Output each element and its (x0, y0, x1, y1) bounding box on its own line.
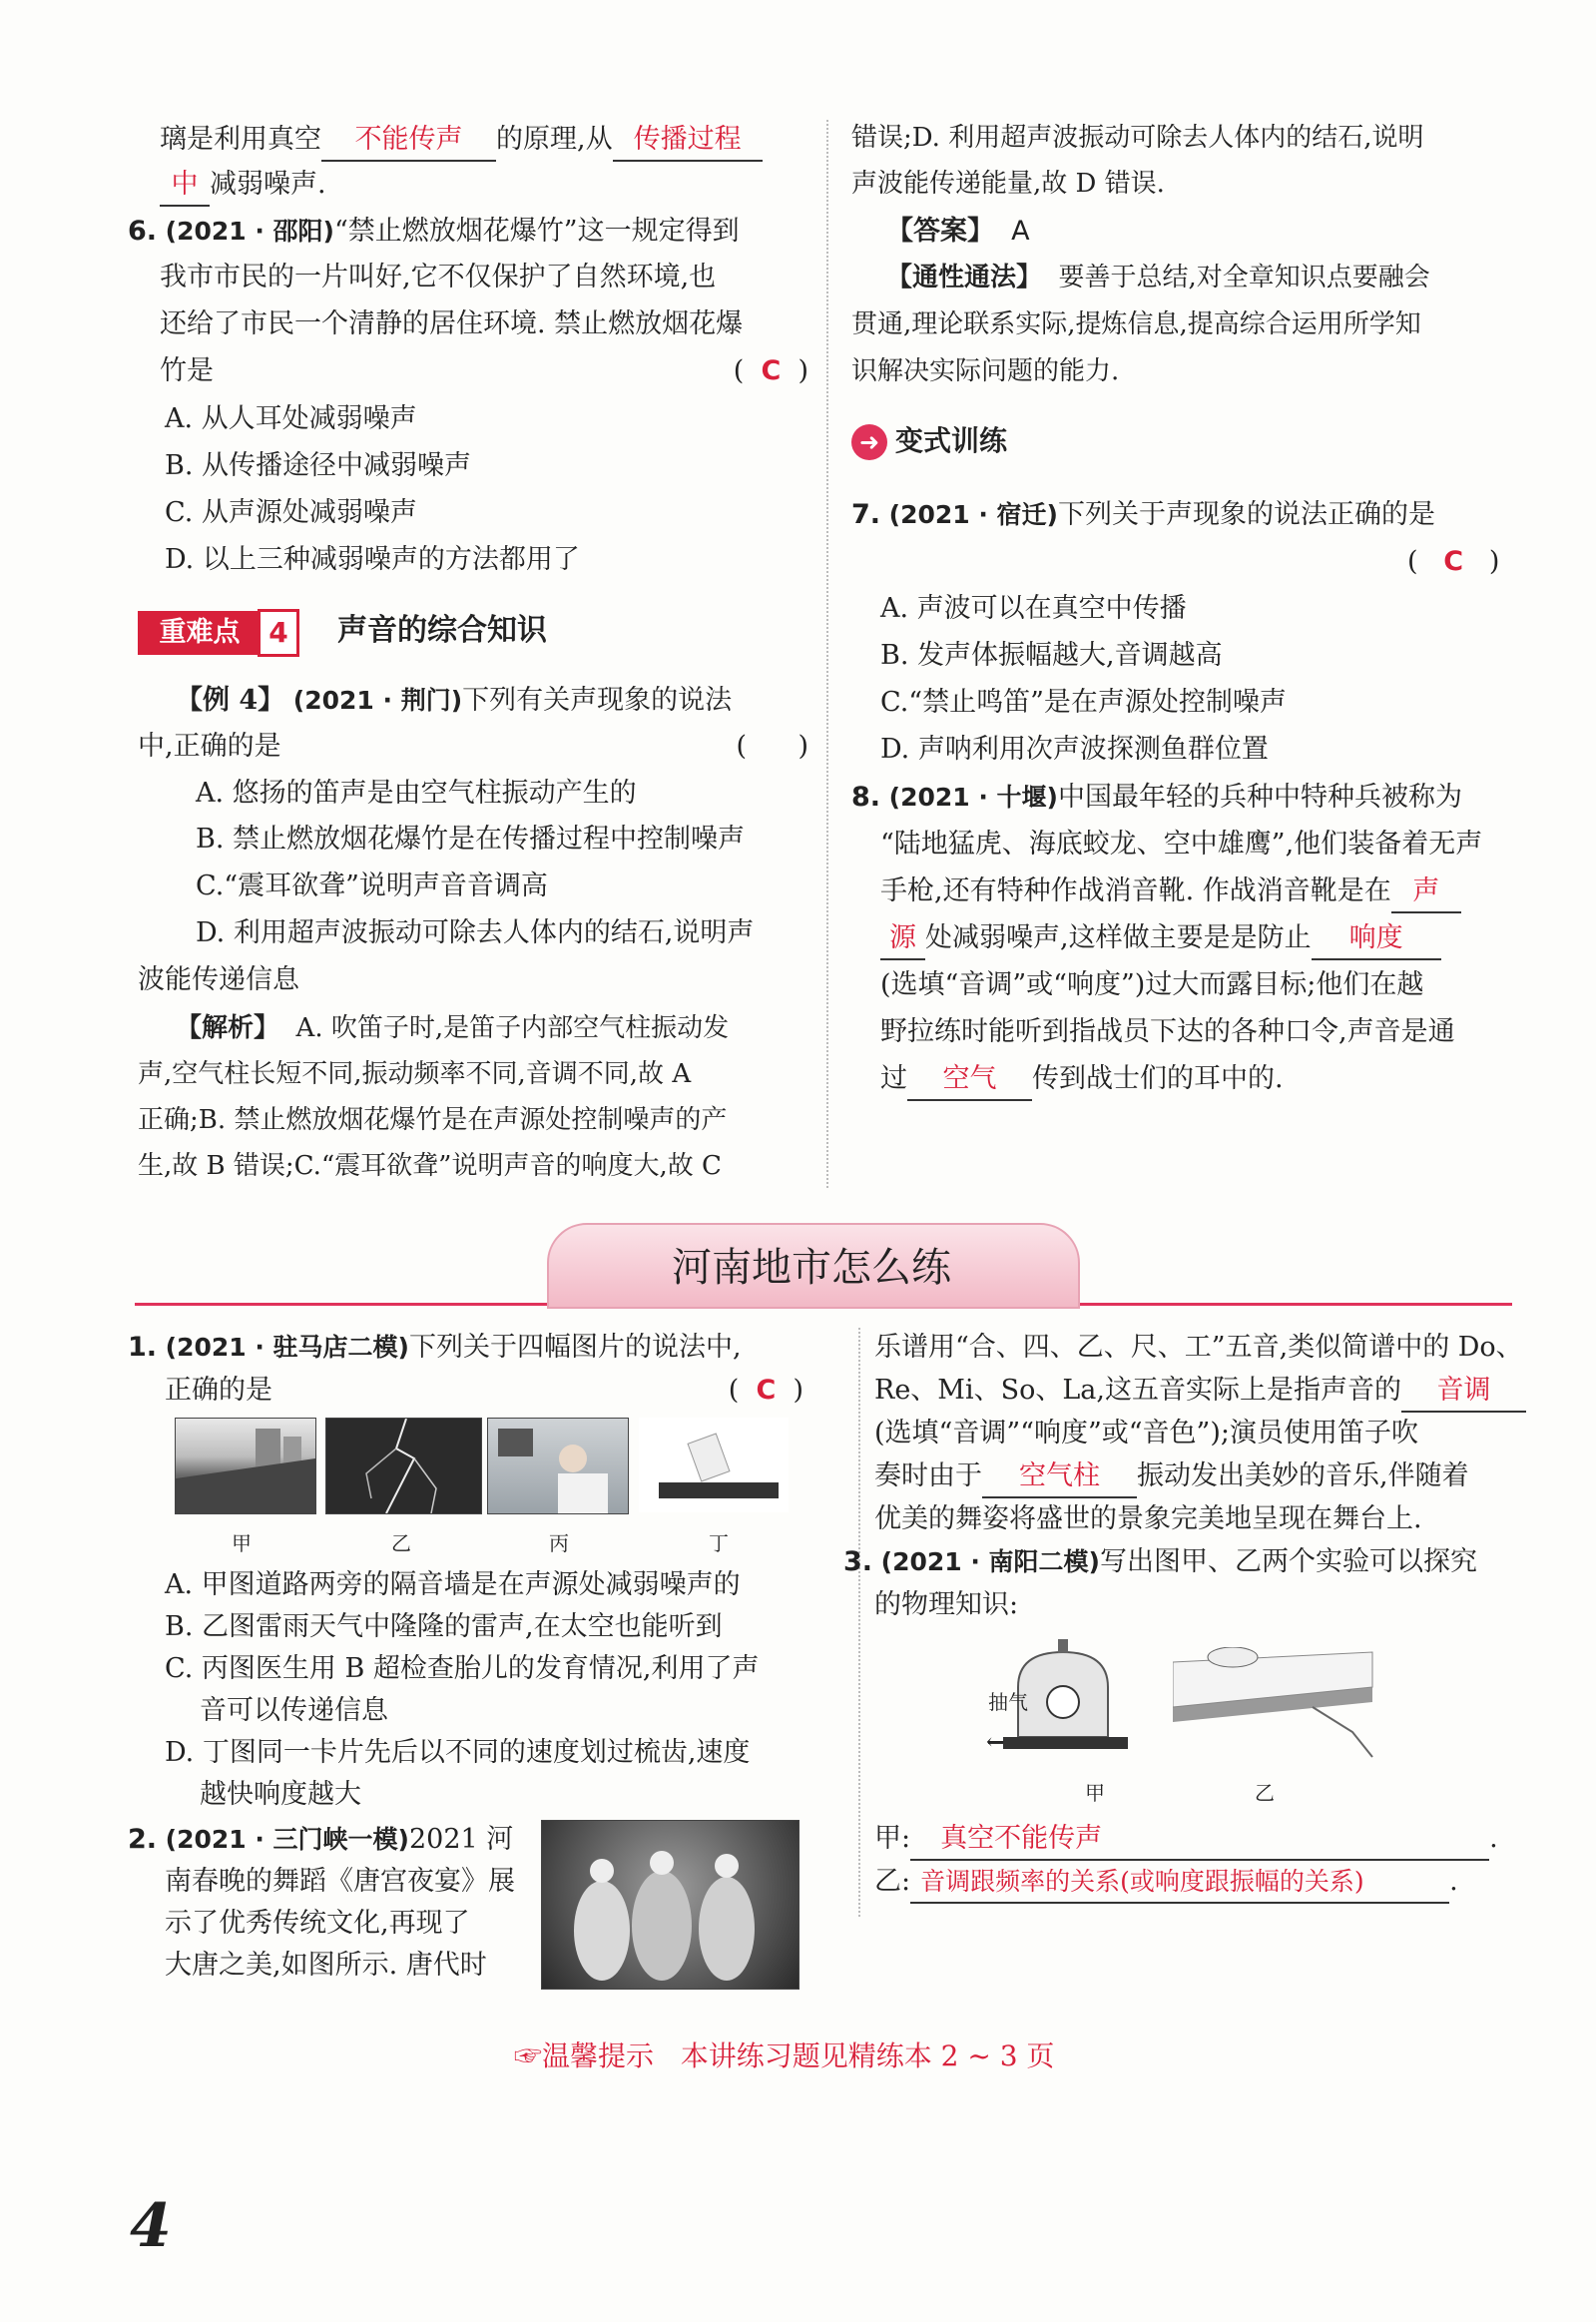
q6-option-c: C. 从声源处减弱噪声 (165, 497, 417, 528)
tip: ☞温馨提示 本讲练习题见精练本 2 ~ 3 页 (514, 2039, 1055, 2072)
p2-line: 示了优秀传统文化,再现了 (165, 1908, 470, 1939)
p1-option-d-cont: 越快响度越大 (200, 1779, 361, 1810)
p3-yi: 乙: 音调跟频率的关系(或响度跟振幅的关系) . (874, 1862, 1458, 1904)
practice-2: 2. (2021 · 三门峡一模)2021 河 (128, 1824, 514, 1855)
answer-line: 【答案】 A (886, 216, 1030, 247)
answer-blank: 音调 (1401, 1371, 1526, 1413)
section-title: 河南地市怎么练 (672, 1245, 951, 1291)
method-line: 贯通,理论联系实际,提炼信息,提高综合运用所学知 (851, 309, 1421, 339)
question-8: 8. (2021 · 十堰)中国最年轻的兵种中特种兵被称为 (851, 782, 1462, 813)
q6-line: 我市市民的一片叫好,它不仅保护了自然环境,也 (160, 262, 717, 292)
p1-option-c-cont: 音可以传递信息 (200, 1695, 388, 1726)
q8-line: (选填“音调”或“响度”)过大而露目标;他们在越 (880, 969, 1424, 1000)
answer-blank: 空气 (907, 1059, 1032, 1101)
answer-blank: 传播过程 (613, 120, 763, 162)
q8-line: 过 空气 传到战士们的耳中的. (880, 1059, 1284, 1101)
p2-line: 大唐之美,如图所示. 唐代时 (165, 1950, 487, 1981)
p2-right-line: 乐谱用“合、四、乙、尺、工”五音,类似简谱中的 Do、 (874, 1332, 1523, 1363)
key-point-title: 声音的综合知识 (337, 613, 547, 648)
q7-option-d: D. 声呐利用次声波探测鱼群位置 (880, 734, 1269, 765)
key-point-number: 4 (258, 609, 299, 657)
hand-icon: ☞ (514, 2039, 543, 2072)
answer-blank: 音调跟频率的关系(或响度跟振幅的关系) (910, 1862, 1449, 1904)
p2-right-line: 奏时由于 空气柱 振动发出美妙的音乐,伴随着 (874, 1456, 1469, 1498)
analysis: 【解析】 A. 吹笛子时,是笛子内部空气柱振动发 (176, 1013, 730, 1043)
ex4-option-c: C.“震耳欲聋”说明声音音调高 (196, 871, 548, 901)
comb-card-graphic (639, 1418, 789, 1512)
ultrasound-photo (487, 1418, 629, 1514)
p1-option-b: B. 乙图雷雨天气中隆隆的雷声,在太空也能听到 (165, 1611, 723, 1642)
ex4-option-d-cont: 波能传递信息 (138, 964, 299, 995)
q8-line: 手枪,还有特种作战消音靴. 作战消音靴是在 声 (880, 871, 1461, 913)
answer-paren: ( ) (736, 731, 808, 762)
p2-line: 南春晚的舞蹈《唐宫夜宴》展 (165, 1866, 515, 1897)
page-number: 4 (130, 2191, 172, 2261)
q7-option-c: C.“禁止鸣笛”是在声源处控制噪声 (880, 687, 1287, 718)
ultrasound-graphic (488, 1419, 628, 1513)
key-point-badge: 重难点 (138, 611, 262, 655)
comb-card-photo (639, 1418, 789, 1512)
answer-paren: ( C ) (728, 1375, 803, 1406)
column-divider (858, 1328, 862, 1917)
arrow-right-icon: ➜ (851, 424, 887, 460)
q6-option-a: A. 从人耳处减弱噪声 (165, 403, 417, 434)
q8-line: “陆地猛虎、海底蛟龙、空中雄鹰”,他们装备着无声 (880, 829, 1483, 860)
right-line: 声波能传递能量,故 D 错误. (851, 169, 1165, 199)
pump-label: 抽气 (988, 1690, 1028, 1714)
q6-line: 还给了市民一个清静的居住环境. 禁止燃放烟花爆 (160, 308, 744, 339)
caption-ding: 丁 (709, 1531, 729, 1555)
caption-bing: 丙 (549, 1531, 569, 1555)
q7-option-a: A. 声波可以在真空中传播 (880, 593, 1187, 624)
sound-barrier-photo (175, 1418, 316, 1514)
lightning-graphic (326, 1419, 481, 1513)
example-4-line-2: 中,正确的是 ( ) (138, 727, 808, 767)
q6-option-b: B. 从传播途径中减弱噪声 (165, 450, 472, 481)
arrow-left-icon: ← (986, 1730, 1005, 1755)
answer-blank: 真空不能传声 (910, 1819, 1489, 1861)
answer-blank: 空气柱 (982, 1456, 1137, 1498)
answer-blank: 响度 (1312, 918, 1441, 960)
p1-option-c: C. 丙图医生用 B 超检查胎儿的发育情况,利用了声 (165, 1653, 760, 1684)
answer-paren: ( C ) (1407, 546, 1500, 577)
caption-jia: 甲 (232, 1531, 252, 1555)
question-6: 6. (2021 · 邵阳)“禁止燃放烟花爆竹”这一规定得到 (128, 216, 740, 247)
q8-line: 源 处减弱噪声,这样做主要是是防止 响度 (880, 918, 1441, 960)
column-divider (826, 120, 830, 1188)
p2-right-line: (选填“音调”“响度”或“音色”);演员使用笛子吹 (874, 1418, 1418, 1449)
p2-right-line: 优美的舞姿将盛世的景象完美地呈现在舞台上. (874, 1503, 1422, 1534)
lightning-photo (325, 1418, 482, 1514)
question-7: 7. (2021 · 宿迁)下列关于声现象的说法正确的是 (851, 499, 1435, 530)
caption-jia: 甲 (1085, 1781, 1105, 1805)
ex4-option-d: D. 利用超声波振动可除去人体内的结石,说明声 (196, 917, 755, 948)
ruler-diagram (1173, 1647, 1382, 1767)
practice-1: 1. (2021 · 驻马店二模)下列关于四幅图片的说法中, (128, 1332, 742, 1363)
analysis-line: 声,空气柱长短不同,振动频率不同,音调不同,故 A (138, 1059, 692, 1089)
q7-option-b: B. 发声体振幅越大,音调越高 (880, 640, 1223, 671)
analysis-line: 生,故 B 错误;C.“震耳欲聋”说明声音的响度大,故 C (138, 1151, 722, 1181)
caption-yi: 乙 (1255, 1781, 1275, 1805)
p2-right-line: Re、Mi、So、La,这五音实际上是指声音的 音调 (874, 1371, 1526, 1413)
p1-option-d: D. 丁图同一卡片先后以不同的速度划过梳齿,速度 (165, 1737, 751, 1768)
ex4-option-a: A. 悠扬的笛声是由空气柱振动产生的 (196, 778, 637, 809)
answer-blank: 声 (1391, 871, 1461, 913)
answer-blank: 不能传声 (321, 120, 496, 162)
answer-blank: 源 (880, 918, 925, 960)
p3-jia: 甲: 真空不能传声 . (874, 1819, 1498, 1861)
sound-barrier-graphic (176, 1419, 315, 1513)
answer-blank: 中 (160, 165, 210, 207)
analysis-line: 正确;B. 禁止燃放烟花爆竹是在声源处控制噪声的产 (138, 1105, 728, 1135)
dance-photo (541, 1820, 799, 1990)
method-line: 【通性通法】 要善于总结,对全章知识点要融会 (886, 263, 1430, 292)
answer-paren: ( C ) (733, 355, 808, 386)
p3-line: 的物理知识: (874, 1589, 1019, 1620)
left-line-2: 中 减弱噪声. (160, 165, 326, 207)
q8-line: 野拉练时能听到指战员下达的各种口令,声音是通 (880, 1016, 1455, 1047)
ex4-option-b: B. 禁止燃放烟花爆竹是在传播过程中控制噪声 (196, 824, 746, 855)
p1-line-2: 正确的是 ( C ) (165, 1371, 803, 1411)
variant-title: 变式训练 (895, 424, 1008, 457)
dance-graphic (542, 1821, 798, 1989)
method-line: 识解决实际问题的能力. (851, 356, 1120, 386)
p1-option-a: A. 甲图道路两旁的隔音墙是在声源处减弱噪声的 (165, 1569, 741, 1600)
caption-yi: 乙 (391, 1531, 411, 1555)
practice-3: 3. (2021 · 南阳二模)写出图甲、乙两个实验可以探究 (843, 1546, 1477, 1577)
example-4: 【例 4】 (2021 · 荆门)下列有关声现象的说法 (176, 685, 733, 716)
q6-option-d: D. 以上三种减弱噪声的方法都用了 (165, 544, 580, 575)
right-line: 错误;D. 利用超声波振动可除去人体内的结石,说明 (851, 123, 1424, 153)
left-line-1: 璃是利用真空 不能传声 的原理,从 传播过程 (160, 120, 763, 162)
q6-line-4: 竹是 ( C ) (160, 351, 808, 391)
